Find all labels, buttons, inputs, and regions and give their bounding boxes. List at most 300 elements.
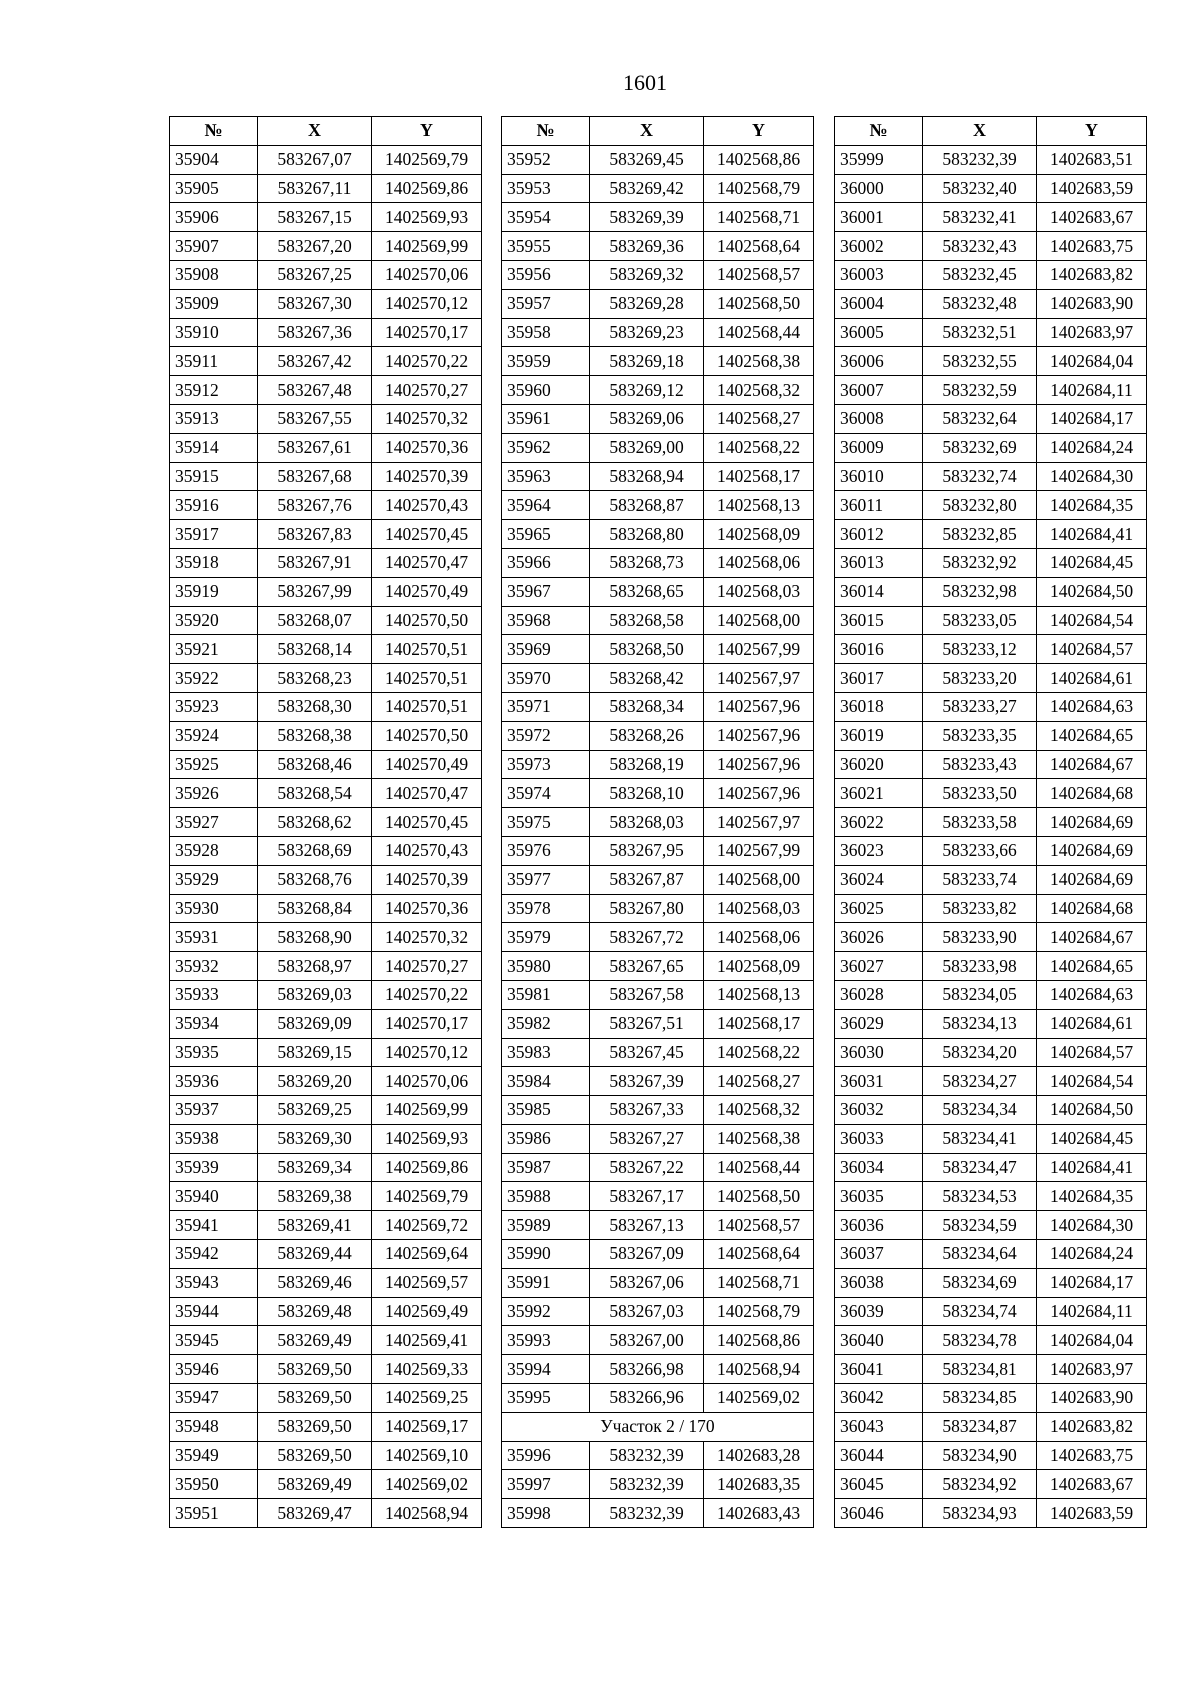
y-coordinate: 1402567,96	[704, 692, 814, 721]
x-coordinate: 583267,65	[590, 952, 704, 981]
x-coordinate: 583267,15	[258, 203, 372, 232]
table-row	[835, 347, 1147, 376]
x-coordinate: 583267,13	[590, 1211, 704, 1240]
point-number: 35907	[170, 232, 258, 261]
y-coordinate: 1402568,03	[704, 577, 814, 606]
point-number: 36022	[835, 808, 923, 837]
y-coordinate: 1402683,43	[704, 1499, 814, 1528]
y-coordinate: 1402570,12	[372, 289, 482, 318]
x-coordinate: 583233,90	[923, 923, 1037, 952]
header-number: №	[502, 117, 590, 146]
x-coordinate: 583267,06	[590, 1268, 704, 1297]
x-coordinate: 583267,58	[590, 980, 704, 1009]
y-coordinate: 1402568,22	[704, 1038, 814, 1067]
table-row	[835, 894, 1147, 923]
table-row	[835, 1211, 1147, 1240]
y-coordinate: 1402684,30	[1037, 1211, 1147, 1240]
point-number: 35977	[502, 865, 590, 894]
x-coordinate: 583267,03	[590, 1297, 704, 1326]
x-coordinate: 583267,22	[590, 1153, 704, 1182]
table-row	[502, 520, 814, 549]
table-row	[835, 433, 1147, 462]
page-number: 1601	[623, 70, 667, 95]
table-row	[170, 779, 482, 808]
x-coordinate: 583269,30	[258, 1124, 372, 1153]
table-row	[835, 232, 1147, 261]
y-coordinate: 1402684,50	[1037, 577, 1147, 606]
table-row	[502, 1499, 814, 1528]
header-x: X	[590, 117, 704, 146]
point-number: 35979	[502, 923, 590, 952]
point-number: 35932	[170, 952, 258, 981]
x-coordinate: 583234,85	[923, 1384, 1037, 1413]
y-coordinate: 1402570,32	[372, 923, 482, 952]
table-row	[170, 750, 482, 779]
x-coordinate: 583234,59	[923, 1211, 1037, 1240]
table-row	[835, 289, 1147, 318]
y-coordinate: 1402684,35	[1037, 491, 1147, 520]
y-coordinate: 1402569,93	[372, 1124, 482, 1153]
point-number: 36029	[835, 1009, 923, 1038]
coordinates-table-3	[834, 116, 1147, 1528]
x-coordinate: 583269,38	[258, 1182, 372, 1211]
table-row	[170, 232, 482, 261]
x-coordinate: 583232,92	[923, 548, 1037, 577]
table-row	[502, 923, 814, 952]
x-coordinate: 583232,74	[923, 462, 1037, 491]
x-coordinate: 583232,85	[923, 520, 1037, 549]
header-x: X	[258, 117, 372, 146]
point-number: 35921	[170, 635, 258, 664]
table-row	[835, 1240, 1147, 1269]
table-row	[502, 289, 814, 318]
y-coordinate: 1402568,86	[704, 1326, 814, 1355]
y-coordinate: 1402570,51	[372, 635, 482, 664]
table-row	[835, 462, 1147, 491]
y-coordinate: 1402568,03	[704, 894, 814, 923]
x-coordinate: 583268,76	[258, 865, 372, 894]
point-number: 36046	[835, 1499, 923, 1528]
y-coordinate: 1402570,45	[372, 520, 482, 549]
point-number: 36025	[835, 894, 923, 923]
point-number: 35917	[170, 520, 258, 549]
table-row	[835, 1441, 1147, 1470]
y-coordinate: 1402568,38	[704, 347, 814, 376]
x-coordinate: 583267,68	[258, 462, 372, 491]
x-coordinate: 583268,62	[258, 808, 372, 837]
x-coordinate: 583267,25	[258, 260, 372, 289]
x-coordinate: 583266,98	[590, 1355, 704, 1384]
x-coordinate: 583269,47	[258, 1499, 372, 1528]
point-number: 36015	[835, 606, 923, 635]
table-row	[835, 145, 1147, 174]
y-coordinate: 1402569,99	[372, 232, 482, 261]
table-row	[170, 577, 482, 606]
table-row	[170, 952, 482, 981]
table-row	[502, 635, 814, 664]
table-row	[502, 865, 814, 894]
table-row	[170, 1384, 482, 1413]
point-number: 35923	[170, 692, 258, 721]
y-coordinate: 1402684,41	[1037, 520, 1147, 549]
table-row	[170, 1067, 482, 1096]
table-row	[835, 1355, 1147, 1384]
y-coordinate: 1402570,06	[372, 260, 482, 289]
table-row	[502, 952, 814, 981]
point-number: 35933	[170, 980, 258, 1009]
table-row	[835, 1096, 1147, 1125]
x-coordinate: 583234,64	[923, 1240, 1037, 1269]
table-row	[170, 404, 482, 433]
table-row	[170, 1240, 482, 1269]
x-coordinate: 583234,90	[923, 1441, 1037, 1470]
x-coordinate: 583233,66	[923, 836, 1037, 865]
point-number: 35963	[502, 462, 590, 491]
table-row	[835, 952, 1147, 981]
y-coordinate: 1402684,24	[1037, 1240, 1147, 1269]
table-row	[835, 577, 1147, 606]
point-number: 35966	[502, 548, 590, 577]
x-coordinate: 583232,55	[923, 347, 1037, 376]
x-coordinate: 583234,47	[923, 1153, 1037, 1182]
table-row	[502, 1182, 814, 1211]
table-row	[835, 1470, 1147, 1499]
table-row	[170, 1355, 482, 1384]
table-row	[502, 548, 814, 577]
x-coordinate: 583267,20	[258, 232, 372, 261]
table-row	[170, 1441, 482, 1470]
table-row	[170, 376, 482, 405]
table-row	[835, 491, 1147, 520]
x-coordinate: 583267,80	[590, 894, 704, 923]
point-number: 35968	[502, 606, 590, 635]
table-row	[835, 318, 1147, 347]
point-number: 35950	[170, 1470, 258, 1499]
point-number: 36014	[835, 577, 923, 606]
point-number: 36021	[835, 779, 923, 808]
y-coordinate: 1402570,12	[372, 1038, 482, 1067]
table-row	[502, 491, 814, 520]
x-coordinate: 583267,87	[590, 865, 704, 894]
table-row	[835, 1067, 1147, 1096]
table-row	[170, 1182, 482, 1211]
table-row	[502, 808, 814, 837]
x-coordinate: 583233,05	[923, 606, 1037, 635]
y-coordinate: 1402568,94	[372, 1499, 482, 1528]
table-row	[170, 1470, 482, 1499]
point-number: 35905	[170, 174, 258, 203]
point-number: 36018	[835, 692, 923, 721]
table-row	[170, 1211, 482, 1240]
y-coordinate: 1402684,69	[1037, 836, 1147, 865]
point-number: 35991	[502, 1268, 590, 1297]
point-number: 36034	[835, 1153, 923, 1182]
y-coordinate: 1402684,45	[1037, 1124, 1147, 1153]
table-row	[835, 1182, 1147, 1211]
table-row	[835, 1124, 1147, 1153]
table-row	[502, 1268, 814, 1297]
table-row	[170, 1297, 482, 1326]
x-coordinate: 583268,19	[590, 750, 704, 779]
y-coordinate: 1402683,82	[1037, 260, 1147, 289]
x-coordinate: 583233,50	[923, 779, 1037, 808]
y-coordinate: 1402570,17	[372, 1009, 482, 1038]
x-coordinate: 583232,39	[590, 1441, 704, 1470]
y-coordinate: 1402684,61	[1037, 1009, 1147, 1038]
point-number: 35990	[502, 1240, 590, 1269]
y-coordinate: 1402569,49	[372, 1297, 482, 1326]
x-coordinate: 583267,61	[258, 433, 372, 462]
y-coordinate: 1402570,36	[372, 433, 482, 462]
x-coordinate: 583267,76	[258, 491, 372, 520]
point-number: 35949	[170, 1441, 258, 1470]
y-coordinate: 1402568,13	[704, 491, 814, 520]
table-row	[502, 1441, 814, 1470]
x-coordinate: 583267,36	[258, 318, 372, 347]
y-coordinate: 1402569,86	[372, 1153, 482, 1182]
x-coordinate: 583267,55	[258, 404, 372, 433]
table-row	[835, 1038, 1147, 1067]
point-number: 36032	[835, 1096, 923, 1125]
table-row	[170, 808, 482, 837]
point-number: 35920	[170, 606, 258, 635]
y-coordinate: 1402568,94	[704, 1355, 814, 1384]
x-coordinate: 583268,03	[590, 808, 704, 837]
y-coordinate: 1402684,67	[1037, 750, 1147, 779]
x-coordinate: 583267,33	[590, 1096, 704, 1125]
y-coordinate: 1402568,64	[704, 232, 814, 261]
point-number: 36031	[835, 1067, 923, 1096]
table-row	[170, 260, 482, 289]
table-row	[170, 548, 482, 577]
header-x: X	[923, 117, 1037, 146]
point-number: 36038	[835, 1268, 923, 1297]
x-coordinate: 583268,58	[590, 606, 704, 635]
x-coordinate: 583233,58	[923, 808, 1037, 837]
point-number: 35969	[502, 635, 590, 664]
point-number: 35926	[170, 779, 258, 808]
table-row	[502, 232, 814, 261]
x-coordinate: 583267,30	[258, 289, 372, 318]
y-coordinate: 1402684,68	[1037, 894, 1147, 923]
y-coordinate: 1402568,09	[704, 952, 814, 981]
x-coordinate: 583268,34	[590, 692, 704, 721]
point-number: 35927	[170, 808, 258, 837]
point-number: 35953	[502, 174, 590, 203]
x-coordinate: 583234,53	[923, 1182, 1037, 1211]
x-coordinate: 583267,48	[258, 376, 372, 405]
x-coordinate: 583234,92	[923, 1470, 1037, 1499]
point-number: 35964	[502, 491, 590, 520]
x-coordinate: 583269,00	[590, 433, 704, 462]
x-coordinate: 583232,39	[923, 145, 1037, 174]
x-coordinate: 583233,27	[923, 692, 1037, 721]
x-coordinate: 583268,50	[590, 635, 704, 664]
point-number: 35947	[170, 1384, 258, 1413]
table-row	[835, 404, 1147, 433]
point-number: 35944	[170, 1297, 258, 1326]
point-number: 35992	[502, 1297, 590, 1326]
y-coordinate: 1402569,02	[704, 1384, 814, 1413]
y-coordinate: 1402570,27	[372, 376, 482, 405]
point-number: 36043	[835, 1412, 923, 1441]
point-number: 36008	[835, 404, 923, 433]
y-coordinate: 1402683,59	[1037, 1499, 1147, 1528]
y-coordinate: 1402567,96	[704, 721, 814, 750]
x-coordinate: 583232,80	[923, 491, 1037, 520]
x-coordinate: 583268,07	[258, 606, 372, 635]
y-coordinate: 1402684,45	[1037, 548, 1147, 577]
y-coordinate: 1402684,65	[1037, 952, 1147, 981]
table-row	[170, 721, 482, 750]
point-number: 35924	[170, 721, 258, 750]
y-coordinate: 1402569,57	[372, 1268, 482, 1297]
point-number: 35945	[170, 1326, 258, 1355]
point-number: 36003	[835, 260, 923, 289]
x-coordinate: 583269,50	[258, 1355, 372, 1384]
table-row	[502, 404, 814, 433]
table-row	[170, 491, 482, 520]
y-coordinate: 1402568,13	[704, 980, 814, 1009]
point-number: 35928	[170, 836, 258, 865]
x-coordinate: 583268,87	[590, 491, 704, 520]
point-number: 35937	[170, 1096, 258, 1125]
x-coordinate: 583269,49	[258, 1326, 372, 1355]
table-header-row	[502, 117, 814, 146]
table-row	[502, 721, 814, 750]
point-number: 35929	[170, 865, 258, 894]
table-header-row	[835, 117, 1147, 146]
x-coordinate: 583269,45	[590, 145, 704, 174]
y-coordinate: 1402570,39	[372, 462, 482, 491]
table-row	[170, 980, 482, 1009]
x-coordinate: 583269,23	[590, 318, 704, 347]
x-coordinate: 583267,42	[258, 347, 372, 376]
x-coordinate: 583269,48	[258, 1297, 372, 1326]
table-row	[835, 548, 1147, 577]
table-row	[835, 1153, 1147, 1182]
point-number: 36016	[835, 635, 923, 664]
x-coordinate: 583232,98	[923, 577, 1037, 606]
y-coordinate: 1402567,99	[704, 836, 814, 865]
point-number: 36040	[835, 1326, 923, 1355]
table-row	[502, 1297, 814, 1326]
y-coordinate: 1402684,41	[1037, 1153, 1147, 1182]
table-row	[502, 894, 814, 923]
x-coordinate: 583268,69	[258, 836, 372, 865]
x-coordinate: 583267,95	[590, 836, 704, 865]
point-number: 35936	[170, 1067, 258, 1096]
table-row	[835, 692, 1147, 721]
y-coordinate: 1402684,11	[1037, 376, 1147, 405]
header-y: Y	[704, 117, 814, 146]
x-coordinate: 583267,45	[590, 1038, 704, 1067]
y-coordinate: 1402570,51	[372, 692, 482, 721]
x-coordinate: 583268,38	[258, 721, 372, 750]
table-row	[502, 145, 814, 174]
point-number: 35935	[170, 1038, 258, 1067]
y-coordinate: 1402570,36	[372, 894, 482, 923]
table-row	[835, 203, 1147, 232]
table-row	[502, 1355, 814, 1384]
y-coordinate: 1402568,17	[704, 462, 814, 491]
table-row	[170, 145, 482, 174]
x-coordinate: 583269,28	[590, 289, 704, 318]
y-coordinate: 1402569,93	[372, 203, 482, 232]
table-row	[502, 1124, 814, 1153]
y-coordinate: 1402684,11	[1037, 1297, 1147, 1326]
y-coordinate: 1402568,32	[704, 376, 814, 405]
x-coordinate: 583233,20	[923, 664, 1037, 693]
point-number: 35996	[502, 1441, 590, 1470]
table-row	[170, 318, 482, 347]
point-number: 36039	[835, 1297, 923, 1326]
point-number: 36000	[835, 174, 923, 203]
table-row	[835, 1326, 1147, 1355]
table-row	[835, 174, 1147, 203]
x-coordinate: 583269,50	[258, 1384, 372, 1413]
table-header-row	[170, 117, 482, 146]
point-number: 35960	[502, 376, 590, 405]
table-row	[502, 1240, 814, 1269]
y-coordinate: 1402683,67	[1037, 203, 1147, 232]
point-number: 35919	[170, 577, 258, 606]
table-row	[170, 923, 482, 952]
point-number: 35981	[502, 980, 590, 1009]
table-row	[502, 462, 814, 491]
y-coordinate: 1402570,32	[372, 404, 482, 433]
y-coordinate: 1402569,25	[372, 1384, 482, 1413]
x-coordinate: 583234,05	[923, 980, 1037, 1009]
y-coordinate: 1402570,43	[372, 836, 482, 865]
x-coordinate: 583269,50	[258, 1441, 372, 1470]
x-coordinate: 583267,51	[590, 1009, 704, 1038]
point-number: 35975	[502, 808, 590, 837]
y-coordinate: 1402683,82	[1037, 1412, 1147, 1441]
point-number: 35962	[502, 433, 590, 462]
table-row	[835, 1384, 1147, 1413]
x-coordinate: 583267,07	[258, 145, 372, 174]
table-row	[502, 203, 814, 232]
point-number: 35958	[502, 318, 590, 347]
x-coordinate: 583267,72	[590, 923, 704, 952]
x-coordinate: 583269,32	[590, 260, 704, 289]
x-coordinate: 583232,64	[923, 404, 1037, 433]
point-number: 36028	[835, 980, 923, 1009]
point-number: 36011	[835, 491, 923, 520]
point-number: 35980	[502, 952, 590, 981]
point-number: 35930	[170, 894, 258, 923]
point-number: 36024	[835, 865, 923, 894]
x-coordinate: 583234,69	[923, 1268, 1037, 1297]
point-number: 35904	[170, 145, 258, 174]
table-row	[835, 1297, 1147, 1326]
table-row	[835, 1268, 1147, 1297]
x-coordinate: 583234,78	[923, 1326, 1037, 1355]
y-coordinate: 1402683,97	[1037, 318, 1147, 347]
y-coordinate: 1402569,79	[372, 1182, 482, 1211]
point-number: 35939	[170, 1153, 258, 1182]
table-row	[835, 1412, 1147, 1441]
point-number: 36004	[835, 289, 923, 318]
y-coordinate: 1402570,45	[372, 808, 482, 837]
point-number: 36042	[835, 1384, 923, 1413]
point-number: 35911	[170, 347, 258, 376]
table-row	[502, 318, 814, 347]
point-number: 36007	[835, 376, 923, 405]
point-number: 35952	[502, 145, 590, 174]
x-coordinate: 583268,26	[590, 721, 704, 750]
